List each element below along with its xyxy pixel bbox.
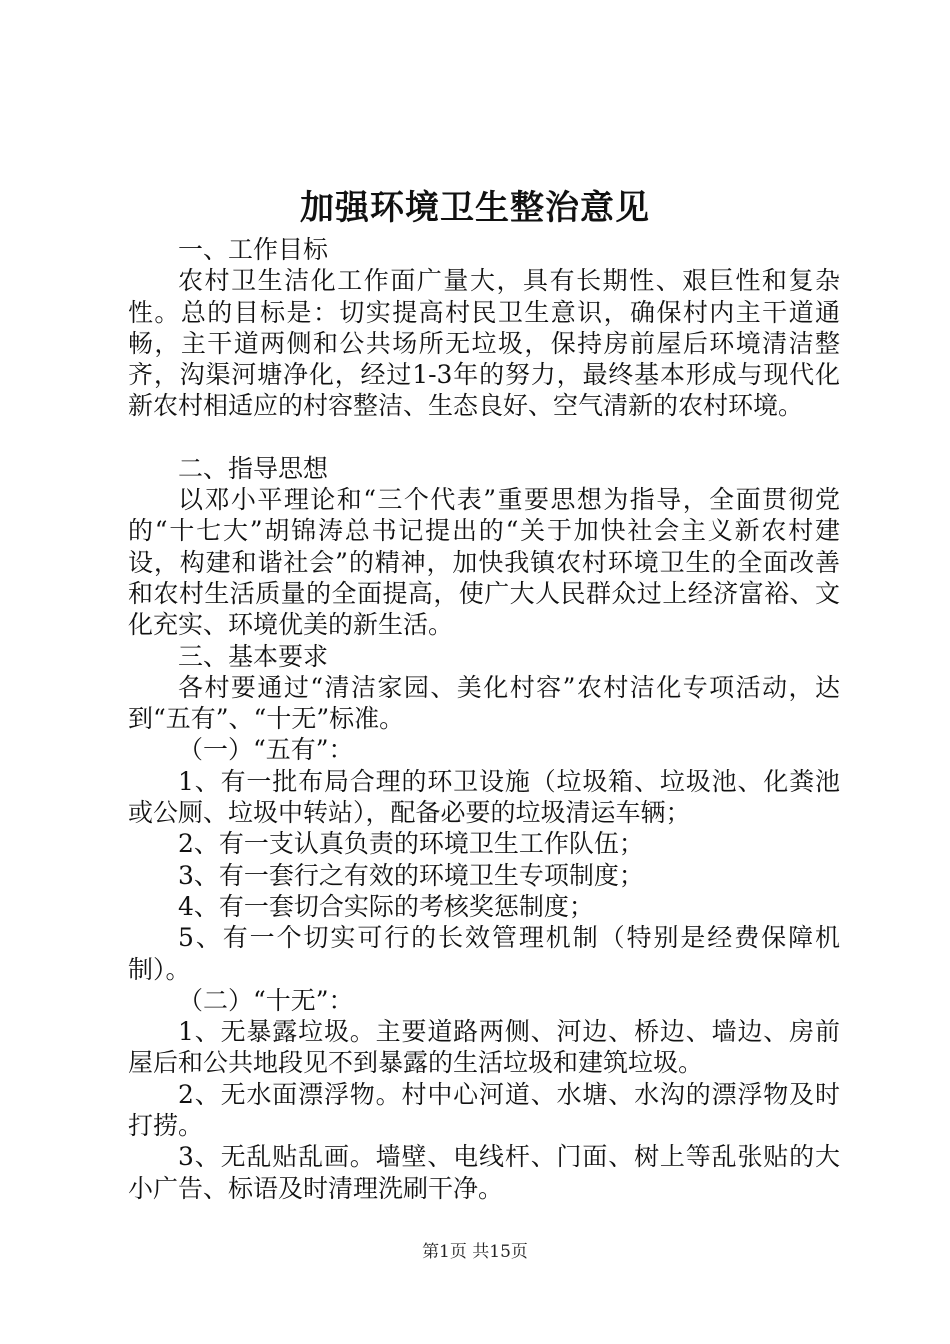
section-heading-guiding-ideology: 二、指导思想 bbox=[178, 453, 329, 483]
list-item: 2、有一支认真负责的环境卫生工作队伍； bbox=[178, 829, 644, 859]
paragraph-requirements: 各村要通过“清洁家园、美化村容”农村洁化专项活动，达到“五有”、“十无”标准。 bbox=[128, 672, 840, 734]
document-title: 加强环境卫生整治意见 bbox=[300, 188, 650, 228]
document-body bbox=[128, 234, 840, 1204]
section-heading-goals: 一、工作目标 bbox=[178, 235, 329, 264]
list-item: 3、无乱贴乱画。墙壁、电线杆、门面、树上等乱张贴的大小广告、标语及时清理洗刷干净。 bbox=[128, 1142, 840, 1203]
subsection-heading-five-haves: （一）“五有”： bbox=[178, 735, 354, 765]
subsection-heading-ten-nos: （二）“十无”： bbox=[178, 985, 354, 1015]
list-item: 4、有一套切合实际的考核奖惩制度； bbox=[178, 891, 594, 921]
list-item: 1、有一批布局合理的环卫设施（垃圾箱、垃圾池、化粪池或公厕、垃圾中转站），配备必要的垃圾清运车辆； bbox=[128, 766, 840, 828]
list-item: 5、有一个切实可行的长效管理机制（特别是经费保障机制）。 bbox=[128, 923, 840, 984]
paragraph-gap bbox=[128, 422, 840, 453]
section-heading-requirements: 三、基本要求 bbox=[178, 641, 329, 671]
list-item: 2、无水面漂浮物。村中心河道、水塘、水沟的漂浮物及时打捞。 bbox=[128, 1079, 840, 1141]
paragraph-guiding-ideology: 以邓小平理论和“三个代表”重要思想为指导，全面贯彻党的“十七大”胡锦涛总书记提出的“关于加快社会主义新农村建设，构建和谐社会”的精神，加快我镇农村环境卫生的全面改善和农村生活质量的全面提高，使广大人民群众过上经济富裕、文化充实、环境优美的新生活。 bbox=[128, 485, 840, 640]
paragraph-goals: 农村卫生洁化工作面广量大，具有长期性、艰巨性和复杂性。总的目标是：切实提高村民卫生意识，确保村内主干道通畅，主干道两侧和公共场所无垃圾，保持房前屋后环境清洁整齐，沟渠河塘净化，经过1-3年的努力，最终基本形成与现代化新农村相适应的村容整洁、生态良好、空气清新的农村环境。 bbox=[128, 266, 840, 421]
list-item: 3、有一套行之有效的环境卫生专项制度； bbox=[178, 860, 644, 890]
list-item: 1、无暴露垃圾。主要道路两侧、河边、桥边、墙边、房前屋后和公共地段见不到暴露的生活垃圾和建筑垃圾。 bbox=[128, 1017, 840, 1078]
page-indicator: 第1页 共15页 bbox=[422, 1242, 528, 1262]
